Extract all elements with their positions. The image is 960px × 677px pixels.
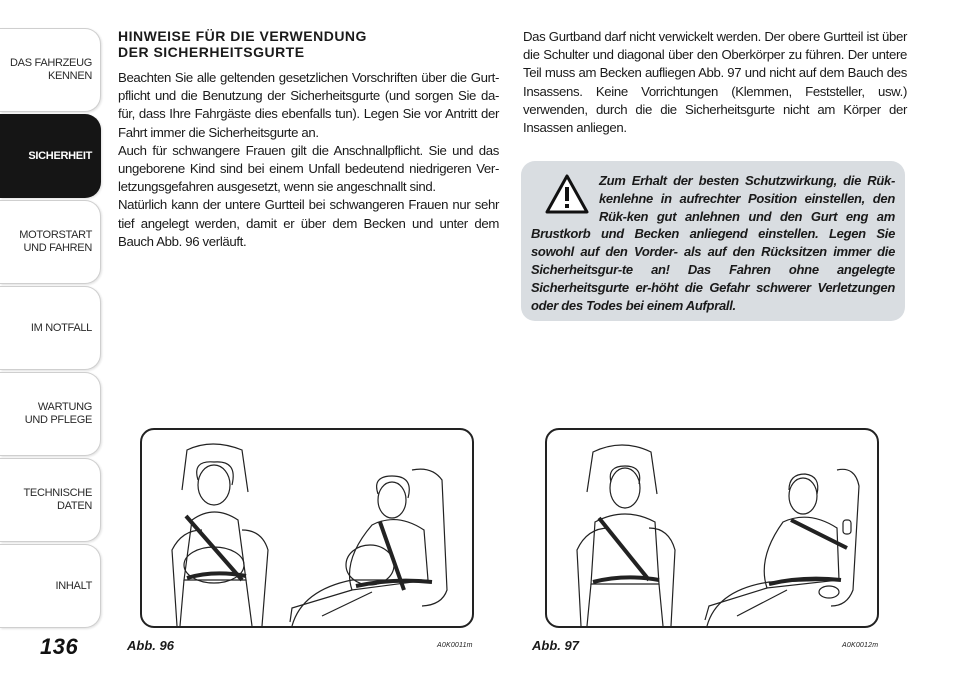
warning-text: Zum Erhalt der besten Schutzwirkung, die Rük-kenlehne in aufrechter Position einstellen, den Rük-ken gut anlehnen und den Gurt eng am Brustkorb und Becken anliegend einstellen. Legen Sie sowohl auf den Vorder- als auf den Rücksitzen immer die Sicherheitsgur-te an! Das Fahren ohne angelegte Sicherheitsgurte er-höht die Gefahr schwerer Verletzungen oder des Todes bei einem Aufprall. bbox=[531, 173, 895, 313]
paragraph-2: Auch für schwangere Frauen gilt die Anschnallpflicht. Sie und das ungeborene Kind sind bei einem Unfall bedeutend niedrigeren Ver-letzungsgefahren ausgesetzt, wenn sie angeschnallt sind. bbox=[118, 142, 499, 195]
figure-96-label: Abb. 96 bbox=[127, 638, 174, 653]
heading-line-2: DER SICHERHEITSGURTE bbox=[118, 44, 305, 60]
figure-96-code: A0K0011m bbox=[437, 642, 473, 649]
page-number: 136 bbox=[40, 634, 79, 659]
warning-triangle-icon bbox=[545, 174, 589, 214]
tab-das-fahrzeug-kennen[interactable]: DAS FAHRZEUG KENNEN bbox=[0, 28, 101, 112]
figure-97-illustration bbox=[545, 428, 879, 628]
left-column bbox=[118, 28, 499, 251]
chapter-sidebar bbox=[0, 0, 103, 640]
heading-line-1: HINWEISE FÜR DIE VERWENDUNG bbox=[118, 28, 367, 44]
tab-motorstart-und-fahren[interactable]: MOTORSTART UND FAHREN bbox=[0, 200, 101, 284]
tab-inhalt[interactable]: INHALT bbox=[0, 544, 101, 628]
figure-96-illustration bbox=[140, 428, 474, 628]
paragraph-1: Beachten Sie alle geltenden gesetzlichen Vorschriften über die Gurt-pflicht und die Benutzung der Sicherheitsgurte (und sorgen Sie da-für, dass Ihre Fahrgäste dies ebenfalls tun). Legen Sie vor Antritt der Fahrt immer die Sicherheitsgurte an. bbox=[118, 70, 499, 140]
section-heading bbox=[118, 28, 499, 60]
tab-sicherheit[interactable]: SICHERHEIT bbox=[0, 114, 101, 198]
figure-97-code: A0K0012m bbox=[842, 642, 879, 649]
warning-box bbox=[521, 161, 905, 321]
tab-im-notfall[interactable]: IM NOTFALL bbox=[0, 286, 101, 370]
right-paragraph: Das Gurtband darf nicht verwickelt werden. Der obere Gurtteil ist über die Schulter und diagonal über den Oberkörper zu führen. Der untere Teil muss am Becken aufliegen Abb. 97 und nicht auf dem Bauch des Insassens. Keine Vorrichtungen (Klemmen, Feststeller, usw.) verwenden, durch die die Sicherheitsgurte nicht am Körper der Insassen anliegen. bbox=[523, 29, 907, 136]
tab-technische-daten[interactable]: TECHNISCHE DATEN bbox=[0, 458, 101, 542]
paragraph-3: Natürlich kann der untere Gurtteil bei schwangeren Frauen nur sehr tief angelegt werden, damit er über dem Becken und unter dem Bauch Abb. 96 verläuft. bbox=[118, 197, 499, 249]
tab-wartung-und-pflege[interactable]: WARTUNG UND PFLEGE bbox=[0, 372, 101, 456]
right-column bbox=[523, 28, 907, 137]
figure-97-label: Abb. 97 bbox=[532, 638, 579, 653]
